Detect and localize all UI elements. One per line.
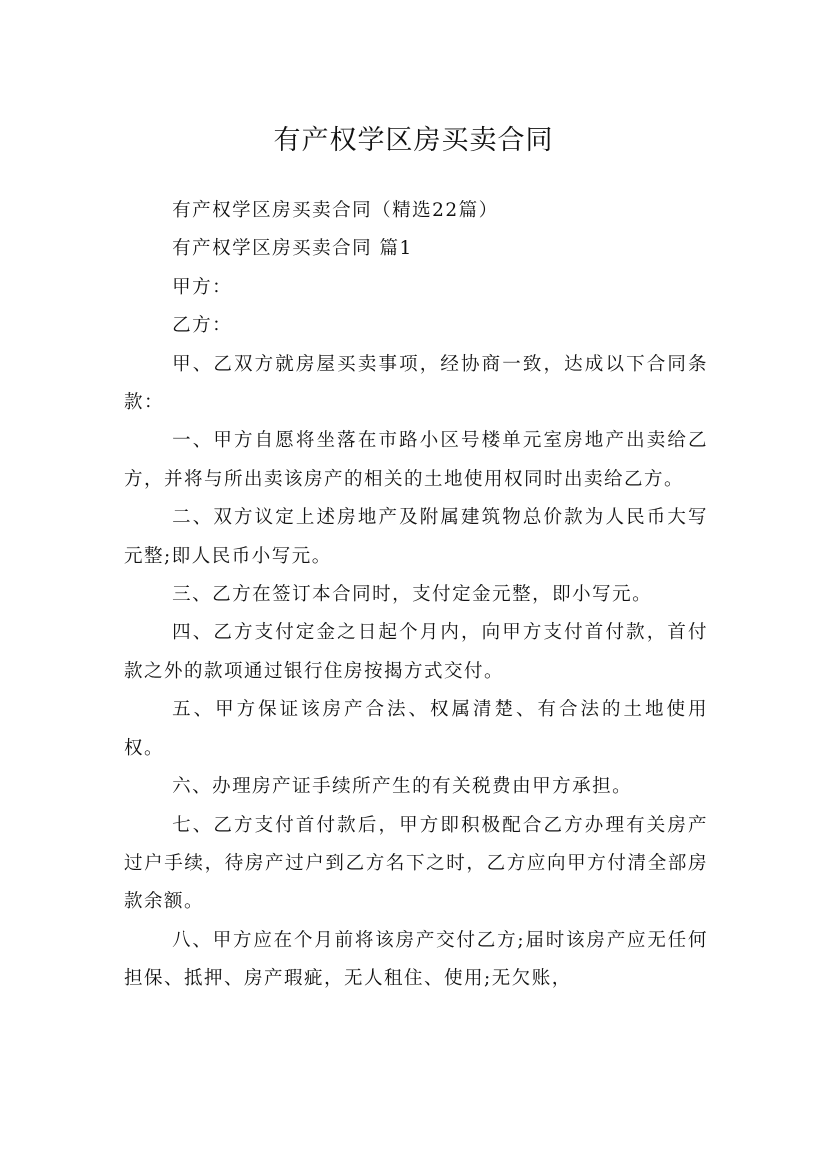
paragraph-party-b: 乙方： (172, 315, 233, 337)
paragraph-preamble: 甲、乙双方就房屋买卖事项，经协商一致，达成以下合同条款： (124, 353, 708, 414)
paragraph-clause-2: 二、双方议定上述房地产及附属建筑物总价款为人民币大写元整;即人民币小写元。 (124, 507, 708, 567)
paragraph-clause-7: 七、乙方支付首付款后，甲方即积极配合乙方办理有关房产过户手续，待房产过户到乙方名下之时，乙方应向甲方付清全部房款余额。 (124, 814, 708, 913)
paragraph-clause-3: 三、乙方在签订本合同时，支付定金元整，即小写元。 (172, 584, 653, 606)
paragraph-clause-6: 六、办理房产证手续所产生的有关税费由甲方承担。 (172, 776, 633, 798)
paragraph-clause-1: 一、甲方自愿将坐落在市路小区号楼单元室房地产出卖给乙方，并将与所出卖该房产的相关的土地使用权同时出卖给乙方。 (124, 430, 708, 490)
paragraph-clause-5: 五、甲方保证该房产合法、权属清楚、有合法的土地使用权。 (124, 699, 708, 759)
paragraph-party-a: 甲方： (172, 276, 233, 298)
paragraph-clause-8: 八、甲方应在个月前将该房产交付乙方;届时该房产应无任何担保、抵押、房产瑕疵，无人租住、使用;无欠账， (124, 929, 708, 990)
document-body (124, 192, 708, 999)
paragraph-subtitle: 有产权学区房买卖合同（精选22篇） (172, 200, 499, 221)
paragraph-section-heading: 有产权学区房买卖合同 篇1 (172, 238, 413, 260)
paragraph-clause-4: 四、乙方支付定金之日起个月内，向甲方支付首付款，首付款之外的款项通过银行住房按揭方式交付。 (124, 622, 708, 682)
document-title: 有产权学区房买卖合同 (273, 125, 554, 157)
